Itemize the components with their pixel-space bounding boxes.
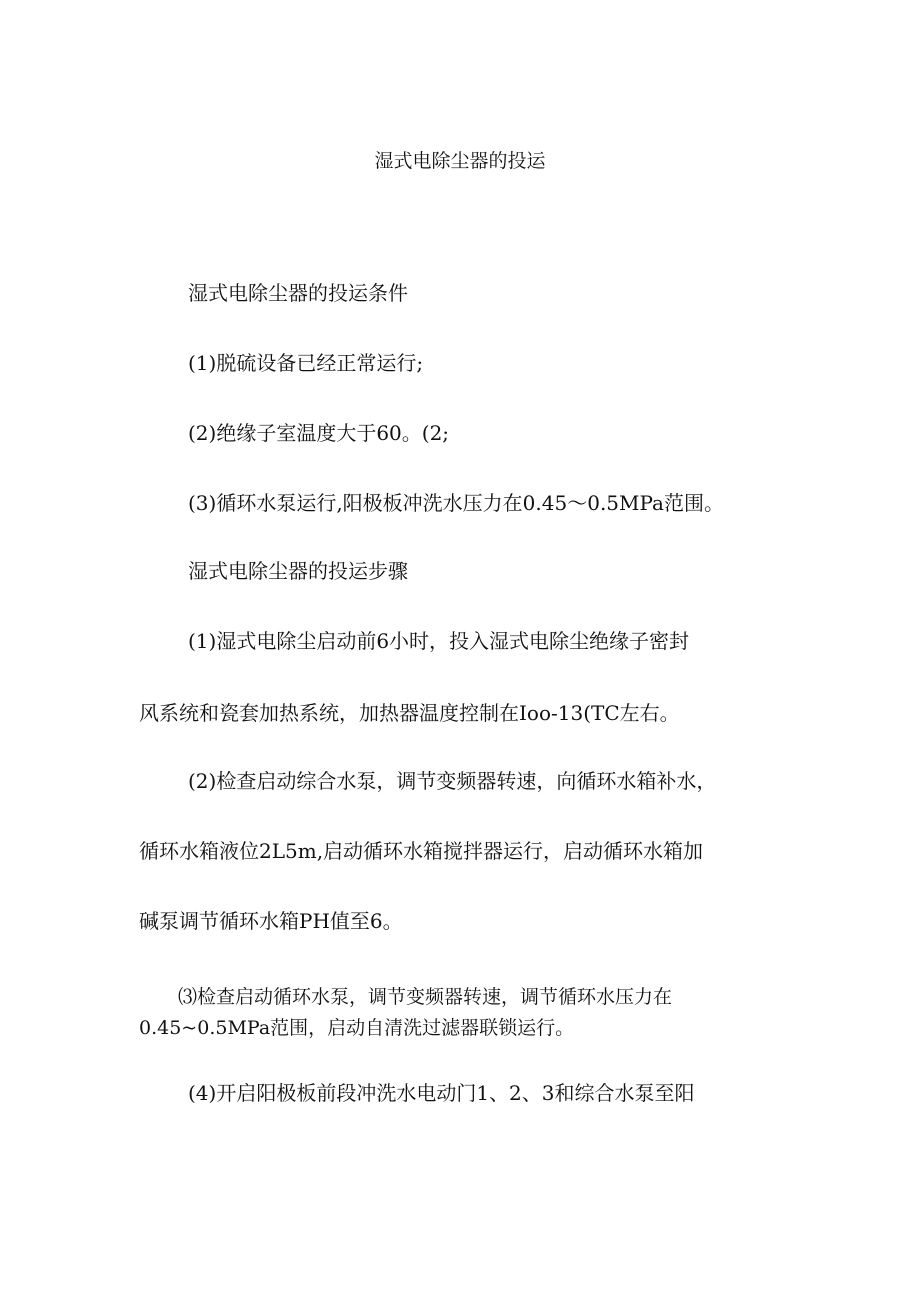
step-3-line-1: ⑶检查启动循环水泵，调节变频器转速，调节循环水压力在 [178,986,673,1008]
section-heading-steps: 湿式电除尘器的投运步骤 [188,559,408,583]
condition-item-3: (3)循环水泵运行,阳极板冲洗水压力在0.45～0.5MPa范围。 [188,491,724,515]
step-1-line-1: (1)湿式电除尘启动前6小时，投入湿式电除尘绝缘子密封 [188,629,690,653]
step-4-line-1: (4)开启阳极板前段冲洗水电动门1、2、3和综合水泵至阳 [188,1081,695,1105]
step-2-line-1: (2)检查启动综合水泵，调节变频器转速，向循环水箱补水， [188,769,717,793]
page-title: 湿式电除尘器的投运 [374,150,546,172]
step-3-line-2: 0.45~0.5MPa范围，启动自清洗过滤器联锁运行。 [139,1017,575,1039]
step-2-line-3: 碱泵调节循环水箱PH值至6。 [139,909,403,933]
condition-item-2: (2)绝缘子室温度大于60。(2; [188,421,450,445]
section-heading-conditions: 湿式电除尘器的投运条件 [188,281,408,305]
step-2-line-2: 循环水箱液位2L5m,启动循环水箱搅拌器运行，启动循环水箱加 [139,839,704,863]
step-1-line-2: 风系统和瓷套加热系统，加热器温度控制在Ioo-13(TC左右。 [139,701,680,725]
condition-item-1: (1)脱硫设备已经正常运行; [188,351,424,375]
